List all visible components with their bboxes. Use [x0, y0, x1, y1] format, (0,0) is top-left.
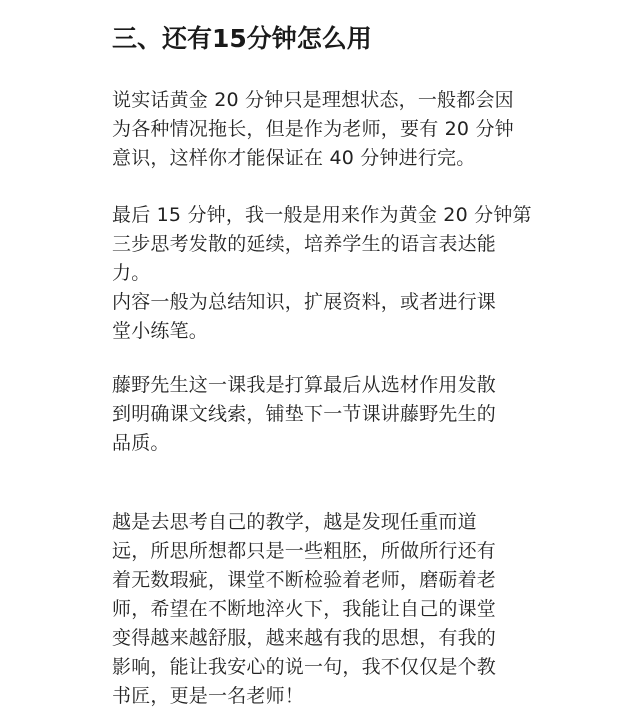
paragraph-3 [112, 371, 532, 458]
paragraph-line: 着无数瑕疵，课堂不断检验着老师，磨砺着老 [112, 569, 497, 591]
paragraph-line: 堂小练笔。 [112, 320, 209, 342]
paragraph-2 [112, 201, 532, 346]
paragraph-1 [112, 86, 532, 173]
paragraph-line: 藤野先生这一课我是打算最后从选材作用发散 [112, 374, 497, 396]
section-heading: 三、还有15分钟怎么用 [112, 24, 372, 53]
paragraph-line: 内容一般为总结知识，扩展资料，或者进行课 [112, 291, 497, 313]
paragraph-line: 到明确课文线索，铺垫下一节课讲藤野先生的 [112, 403, 497, 425]
paragraph-line: 三步思考发散的延续，培养学生的语言表达能 [112, 233, 497, 255]
paragraph-line: 力。 [112, 262, 151, 284]
paragraph-line: 变得越来越舒服，越来越有我的思想，有我的 [112, 627, 497, 649]
paragraph-line: 说实话黄金 20 分钟只是理想状态，一般都会因 [112, 89, 514, 111]
paragraph-line: 书匠，更是一名老师！ [112, 685, 305, 707]
paragraph-line: 远，所思所想都只是一些粗胚，所做所行还有 [112, 540, 497, 562]
paragraph-4 [112, 508, 532, 711]
paragraph-line: 师，希望在不断地淬火下，我能让自己的课堂 [112, 598, 497, 620]
paragraph-line: 影响，能让我安心的说一句，我不仅仅是个教 [112, 656, 497, 678]
paragraph-line: 品质。 [112, 432, 170, 454]
paragraph-line: 意识，这样你才能保证在 40 分钟进行完。 [112, 147, 476, 169]
paragraph-line: 最后 15 分钟，我一般是用来作为黄金 20 分钟第 [112, 204, 532, 226]
paragraph-line: 为各种情况拖长，但是作为老师，要有 20 分钟 [112, 118, 514, 140]
paragraph-line: 越是去思考自己的教学，越是发现任重而道 [112, 511, 477, 533]
